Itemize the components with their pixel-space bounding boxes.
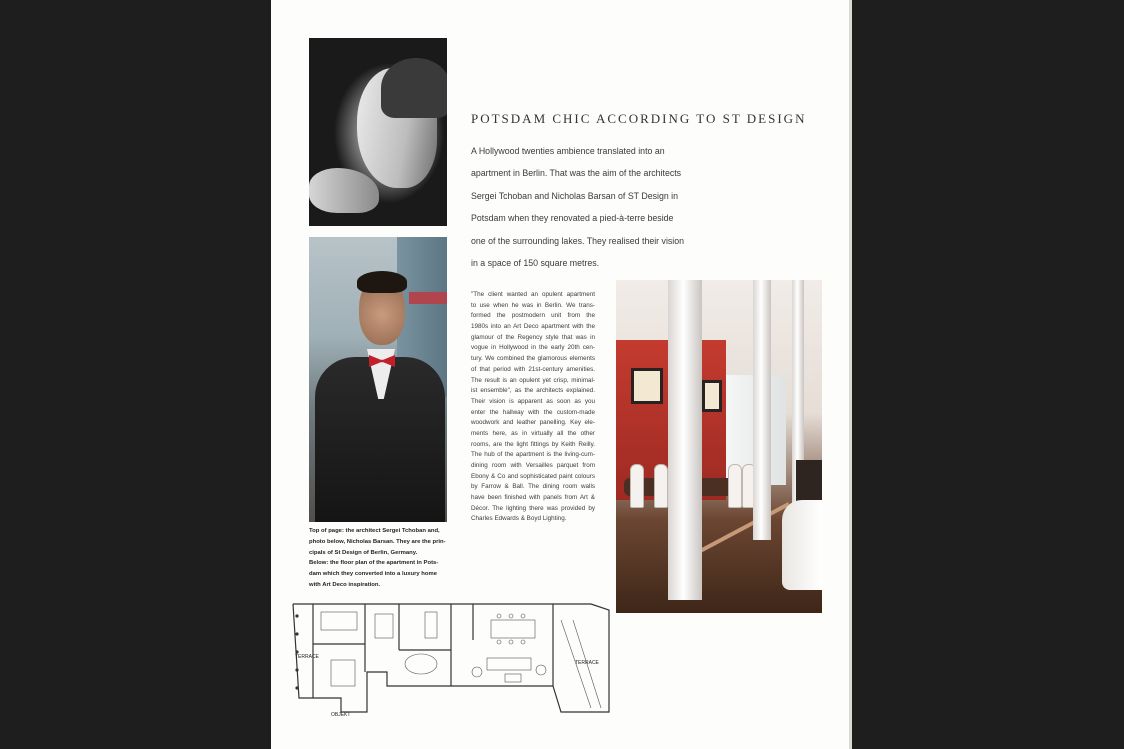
photo-hand: [309, 168, 379, 213]
intro-line: Sergei Tchoban and Nicholas Barsan of ST Design in: [471, 190, 679, 201]
caption-line: dam which they converted into a luxury home: [309, 571, 437, 578]
floor-plan-drawing: [291, 600, 611, 718]
interior-photo-dining-room: [616, 280, 822, 613]
terrace-label-left: TERRACE: [295, 654, 319, 660]
body-line: enter the hallway with the custom-made: [471, 408, 595, 416]
article-title: POTSDAM CHIC ACCORDING TO ST DESIGN: [471, 111, 807, 126]
terrace-label-right: TERRACE: [575, 660, 599, 666]
photo-hair: [381, 58, 447, 118]
body-line: glamour of the Regency style that was in: [471, 333, 595, 341]
body-line: Their vision is apparent as soon as you: [471, 397, 595, 405]
photo-chair: [630, 464, 644, 508]
intro-line: apartment in Berlin. That was the aim of the architects: [471, 168, 682, 179]
photo-sofa: [782, 500, 822, 590]
page-edge: [849, 0, 852, 749]
intro-line: A Hollywood twenties ambience translated into an: [471, 146, 665, 156]
body-line: Ebony & Co and sophisticated paint colours: [471, 472, 595, 480]
body-line: of that period with 21st-century amenities.: [471, 365, 595, 373]
photo-lamp: [702, 380, 722, 412]
body-line: 1980s into an Art Deco apartment with the: [471, 323, 595, 331]
body-line: woodwork and leather panelling. Key ele-: [471, 419, 595, 427]
body-line: rooms, are the light fittings by Keith Reilly.: [471, 440, 595, 448]
body-line: have been finished with panels from Art &: [471, 494, 595, 502]
photo-chair: [728, 464, 742, 508]
plan-walls: [293, 604, 609, 712]
photo-lamp: [631, 368, 663, 404]
photo-lamp: [796, 460, 822, 502]
body-line: vogue in Hollywood in the early 20th cen-: [471, 344, 595, 352]
portrait-photo-nicholas-barsan: [309, 237, 447, 522]
body-line: ist ensemble", as the architects explained.: [471, 387, 595, 395]
caption-line: photo below, Nicholas Barsan. They are the prin-: [309, 538, 446, 545]
magazine-page: [271, 0, 852, 749]
photo-caption: [309, 526, 454, 591]
plan-furniture: [321, 612, 601, 708]
body-line: formed the postmodern unit from the: [471, 312, 595, 320]
photo-chair: [654, 464, 668, 508]
photo-column: [753, 280, 771, 540]
body-line: ments here, as in virtually all the other: [471, 429, 595, 437]
body-line: The result is an opulent yet crisp, minimal-: [471, 376, 595, 384]
photo-awning: [409, 292, 447, 304]
objekt-label: OBJEKT: [331, 712, 351, 718]
article-intro: [471, 140, 711, 274]
body-line: tury. We combined the glamorous elements: [471, 355, 595, 363]
caption-line: Below: the floor plan of the apartment in Pots-: [309, 560, 439, 567]
intro-line: Potsdam when they renovated a pied-à-terre beside: [471, 213, 674, 224]
portrait-photo-sergei-tchoban: [309, 38, 447, 226]
body-line: "The client wanted an opulent apartment: [471, 291, 595, 298]
intro-line: in a space of 150 square metres.: [471, 257, 600, 268]
body-line: Charles Edwards & Boyd Lighting.: [471, 515, 567, 523]
caption-line: cipals of St Design of Berlin, Germany.: [309, 549, 418, 556]
caption-line: Top of page: the architect Sergei Tchoban and,: [309, 528, 440, 534]
body-line: to use when he was in Berlin. We trans-: [471, 301, 595, 309]
photo-column: [668, 280, 702, 600]
body-line: dining room with Versailles parquet from: [471, 462, 595, 469]
caption-line: with Art Deco inspiration.: [309, 581, 381, 588]
body-line: Décor. The lighting there was provided by: [471, 504, 595, 512]
article-body: [471, 290, 595, 525]
intro-line: one of the surrounding lakes. They realised their vision: [471, 235, 685, 246]
body-line: by Farrow & Ball. The dining room walls: [471, 483, 595, 491]
body-line: The hub of the apartment is the living-cum-: [471, 451, 595, 459]
photo-hair: [357, 271, 407, 293]
